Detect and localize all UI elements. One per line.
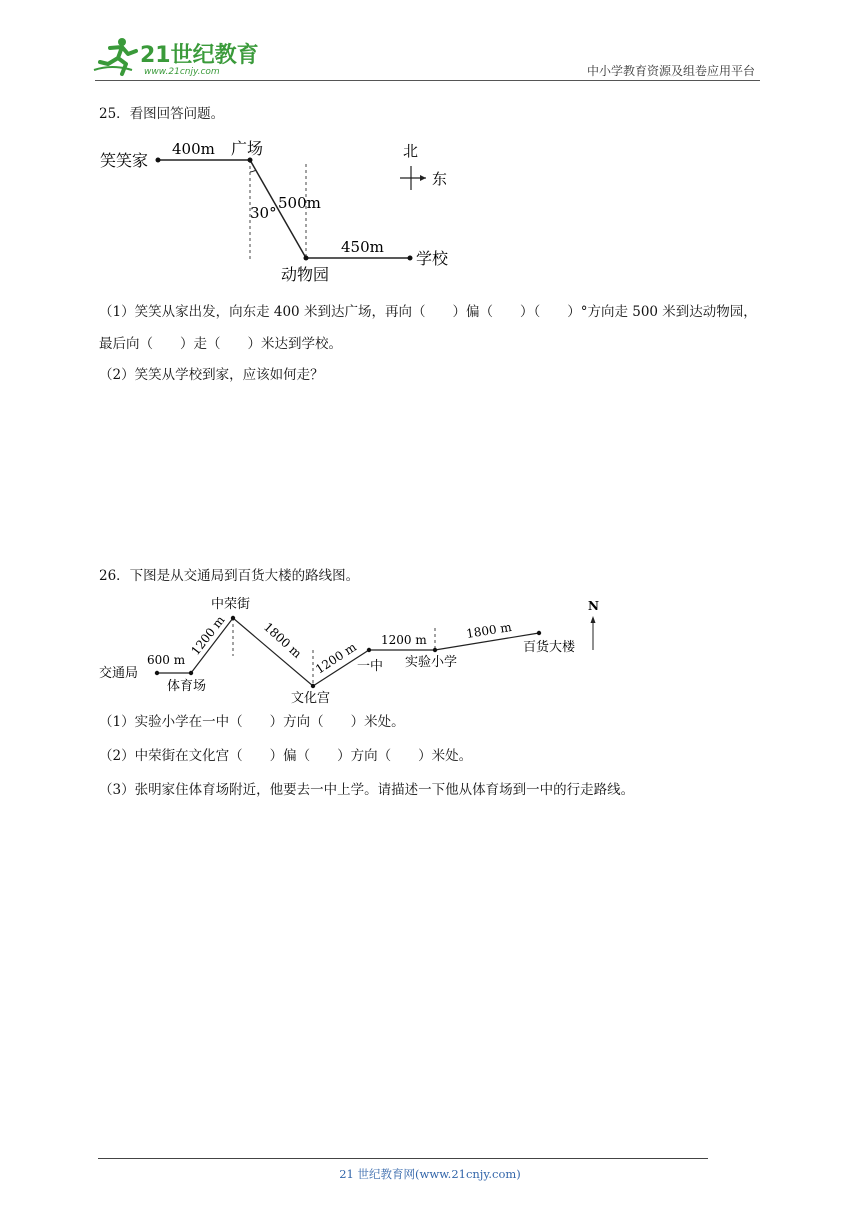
runner-icon [94,38,136,74]
label-home: 笑笑家 [100,151,149,170]
label-jiaotongju: 交通局 [99,666,139,681]
angle-arc [250,170,256,172]
label-distance-2: 500m [278,194,321,212]
point-shiyan [433,648,437,652]
q25-part2: （2）笑笑从学校到家，应该如何走？ [99,367,324,383]
q26-title: 26．下图是从交通局到百货大楼的路线图。 [99,568,360,584]
footer-divider [98,1158,708,1159]
compass-icon [400,166,426,190]
point-yizhong [367,648,371,652]
label-zoo: 动物园 [281,265,330,284]
point-home [156,158,161,163]
point-tiyuchang [189,671,193,675]
north-arrow-icon [591,616,596,650]
label-distance-1200a: 1200 m [188,613,228,658]
label-angle: 30° [250,204,277,222]
label-zhongrongjie: 中荣街 [211,597,251,612]
logo-text: 21世纪教育 [140,43,259,68]
label-distance-3: 450m [341,238,384,256]
label-school: 学校 [416,249,449,268]
point-zhongrongjie [231,616,235,620]
q26-part1: （1）实验小学在一中（ ）方向（ ）米处。 [99,714,405,730]
label-wenhuagong: 文化宫 [291,691,331,706]
point-square [248,158,253,163]
north-label: N [588,599,599,613]
compass-north-label: 北 [403,142,419,160]
compass-east-label: 东 [432,170,448,188]
site-logo [92,34,262,80]
header-divider [95,80,760,81]
q25-route-diagram [95,130,475,290]
label-baihuo: 百货大楼 [523,640,576,655]
label-tiyuchang: 体育场 [167,679,207,694]
label-distance-1200c: 1200 m [381,633,427,647]
label-distance-1800a: 1800 m [260,619,305,661]
logo-subtext: www.21cnjy.com [144,67,220,77]
header-platform-text: 中小学教育资源及组卷应用平台 [586,64,755,78]
label-distance-1200b: 1200 m [313,639,359,677]
label-distance-1800b: 1800 m [465,619,513,641]
q26-part3: （3）张明家住体育场附近，他要去一中上学。请描述一下他从体育场到一中的行走路线。 [99,782,635,798]
q25-title: 25．看图回答问题。 [99,106,225,122]
point-baihuo [537,631,541,635]
label-distance-1: 400m [172,140,215,158]
point-jiaotongju [155,671,159,675]
point-wenhuagong [311,684,315,688]
footer-link[interactable]: 21 世纪教育网(www.21cnjy.com) [339,1167,521,1181]
q26-part2: （2）中荣街在文化宫（ ）偏（ ）方向（ ）米处。 [99,748,473,764]
point-school [408,256,413,261]
q26-route-diagram [95,592,615,710]
label-distance-600: 600 m [147,653,186,667]
label-shiyan: 实验小学 [405,655,458,670]
point-zoo [304,256,309,261]
label-yizhong: 一中 [357,659,384,674]
q25-part1: （1）笑笑从家出发，向东走 400 米到达广场，再向（ ）偏（ ）（ ）°方向走 500 米到达动物园，最后向（ ）走（ ）米达到学校。 [99,304,757,352]
label-square: 广场 [231,139,264,158]
